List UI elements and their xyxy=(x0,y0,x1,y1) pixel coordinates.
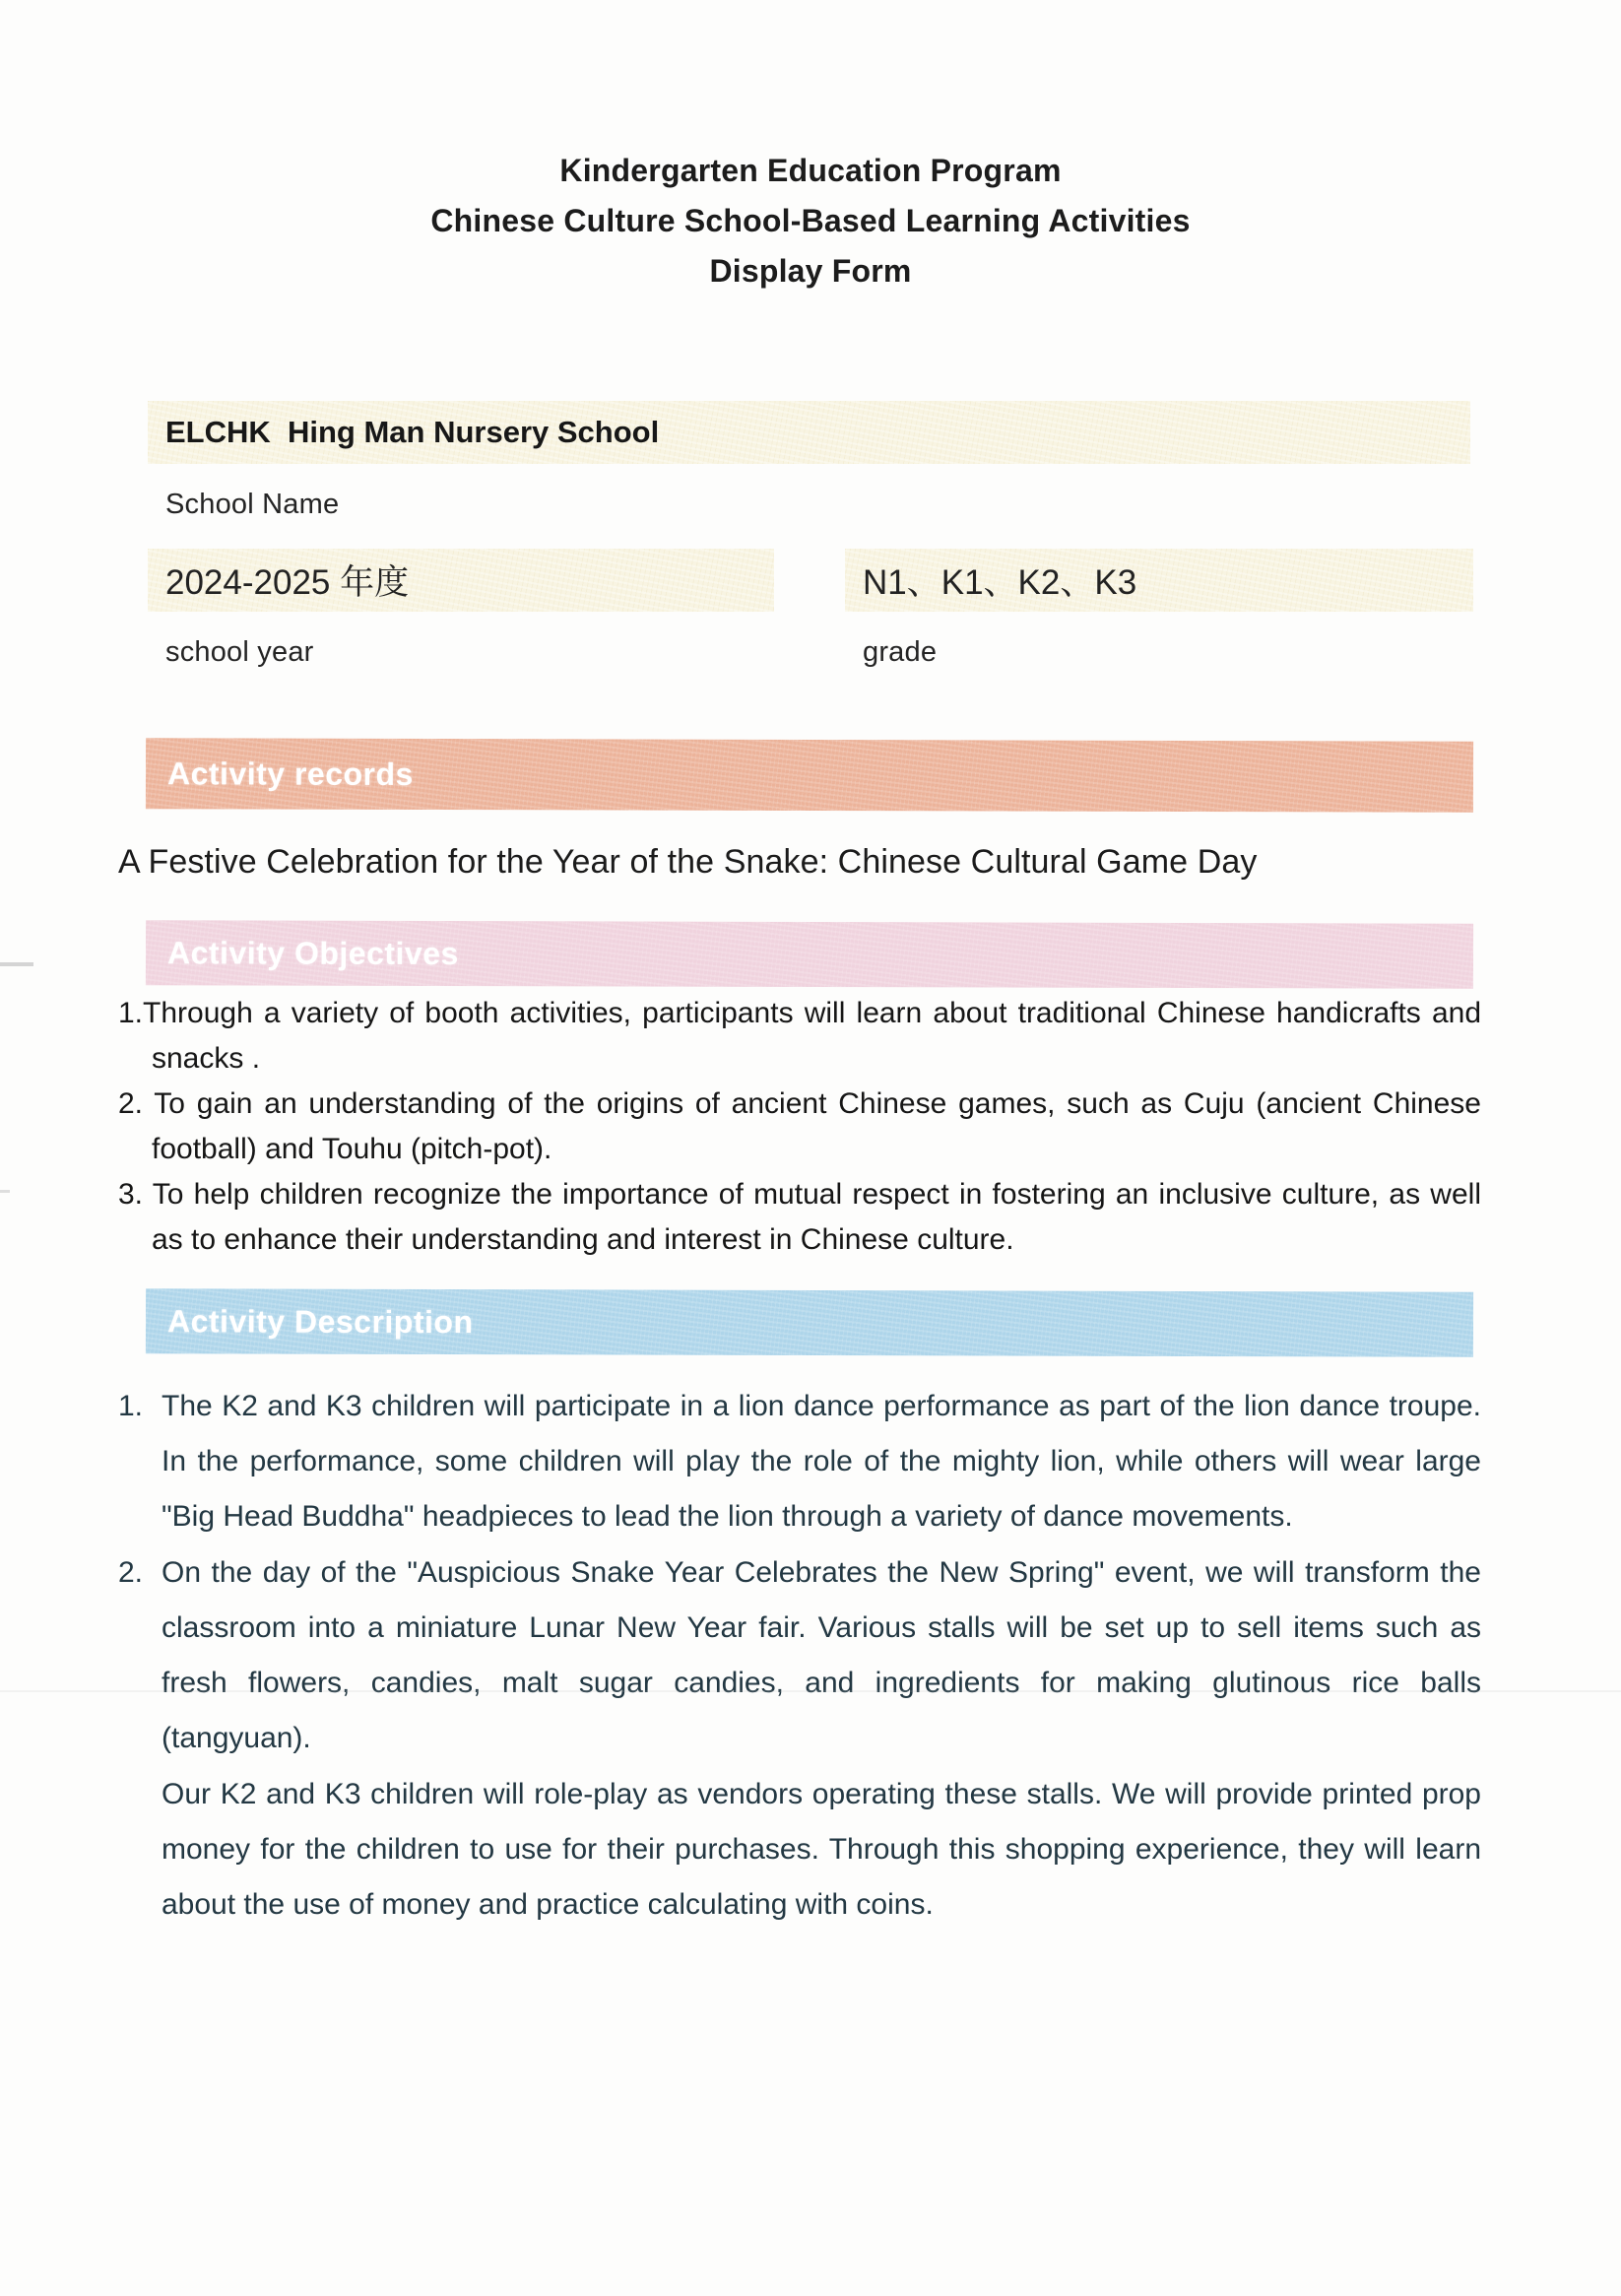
activity-objectives-banner xyxy=(146,920,1473,989)
description-item xyxy=(118,1545,1481,1766)
scan-artifact-dash xyxy=(0,1190,10,1193)
title-line-1: Kindergarten Education Program xyxy=(559,153,1062,188)
school-year-highlight xyxy=(148,549,774,612)
description-item-number: 1. xyxy=(118,1390,144,1422)
grade-value: N1、K1、K2、K3 xyxy=(863,563,1137,602)
grade-highlight xyxy=(845,549,1473,612)
activity-objectives-heading: Activity Objectives xyxy=(166,934,459,971)
objective-item: 1.Through a variety of booth activities, participants will learn about traditional Chinese handicrafts and snacks . xyxy=(118,997,1481,1075)
scan-artifact-crease xyxy=(0,1690,1621,1692)
activity-title: A Festive Celebration for the Year of the Snake: Chinese Cultural Game Day xyxy=(118,843,1258,881)
activity-description-banner xyxy=(146,1288,1473,1357)
objectives-list xyxy=(118,991,1481,1263)
activity-records-banner xyxy=(146,738,1473,813)
school-name-value: ELCHK Hing Man Nursery School xyxy=(165,415,660,449)
title-line-3: Display Form xyxy=(709,253,912,289)
description-item-number: 2. xyxy=(118,1556,144,1589)
objective-item: 3. To help children recognize the importance of mutual respect in fostering an inclusive culture, as well as to enhance their understanding and interest in Chinese culture. xyxy=(118,1178,1481,1256)
description-item-text: Our K2 and K3 children will role-play as vendors operating these stalls. We will provide printed prop money for the children to use for their purchases. Through this shopping experience, they will learn about the use of money and practice calculating with coins. xyxy=(162,1778,1481,1921)
grade-label: grade xyxy=(863,636,938,668)
description-item xyxy=(118,1379,1481,1544)
activity-description-heading: Activity Description xyxy=(166,1302,474,1340)
document-title xyxy=(0,146,1621,296)
school-name-highlight xyxy=(148,401,1470,464)
description-list xyxy=(118,1379,1481,1934)
activity-records-heading: Activity records xyxy=(166,754,414,792)
school-year-value: 2024-2025 年度 xyxy=(165,563,410,602)
description-item xyxy=(118,1767,1481,1933)
description-item-text: On the day of the "Auspicious Snake Year Celebrates the New Spring" event, we will transform the classroom into a miniature Lunar New Year fair. Various stalls will be set up to sell items such as fresh flowers, candies, malt sugar candies, and ingredients for making glutinous rice balls (tangyuan). xyxy=(162,1556,1481,1754)
title-line-2: Chinese Culture School-Based Learning Activities xyxy=(430,203,1191,238)
scan-artifact-dash xyxy=(0,962,33,966)
objective-item: 2. To gain an understanding of the origins of ancient Chinese games, such as Cuju (ancient Chinese football) and Touhu (pitch-pot). xyxy=(118,1087,1481,1165)
school-year-label: school year xyxy=(165,636,314,668)
description-item-text: The K2 and K3 children will participate in a lion dance performance as part of the lion dance troupe. In the performance, some children will play the role of the mighty lion, while others will wear large "Big Head Buddha" headpieces to lead the lion through a variety of dance movements. xyxy=(162,1390,1481,1533)
school-name-label: School Name xyxy=(165,489,340,520)
